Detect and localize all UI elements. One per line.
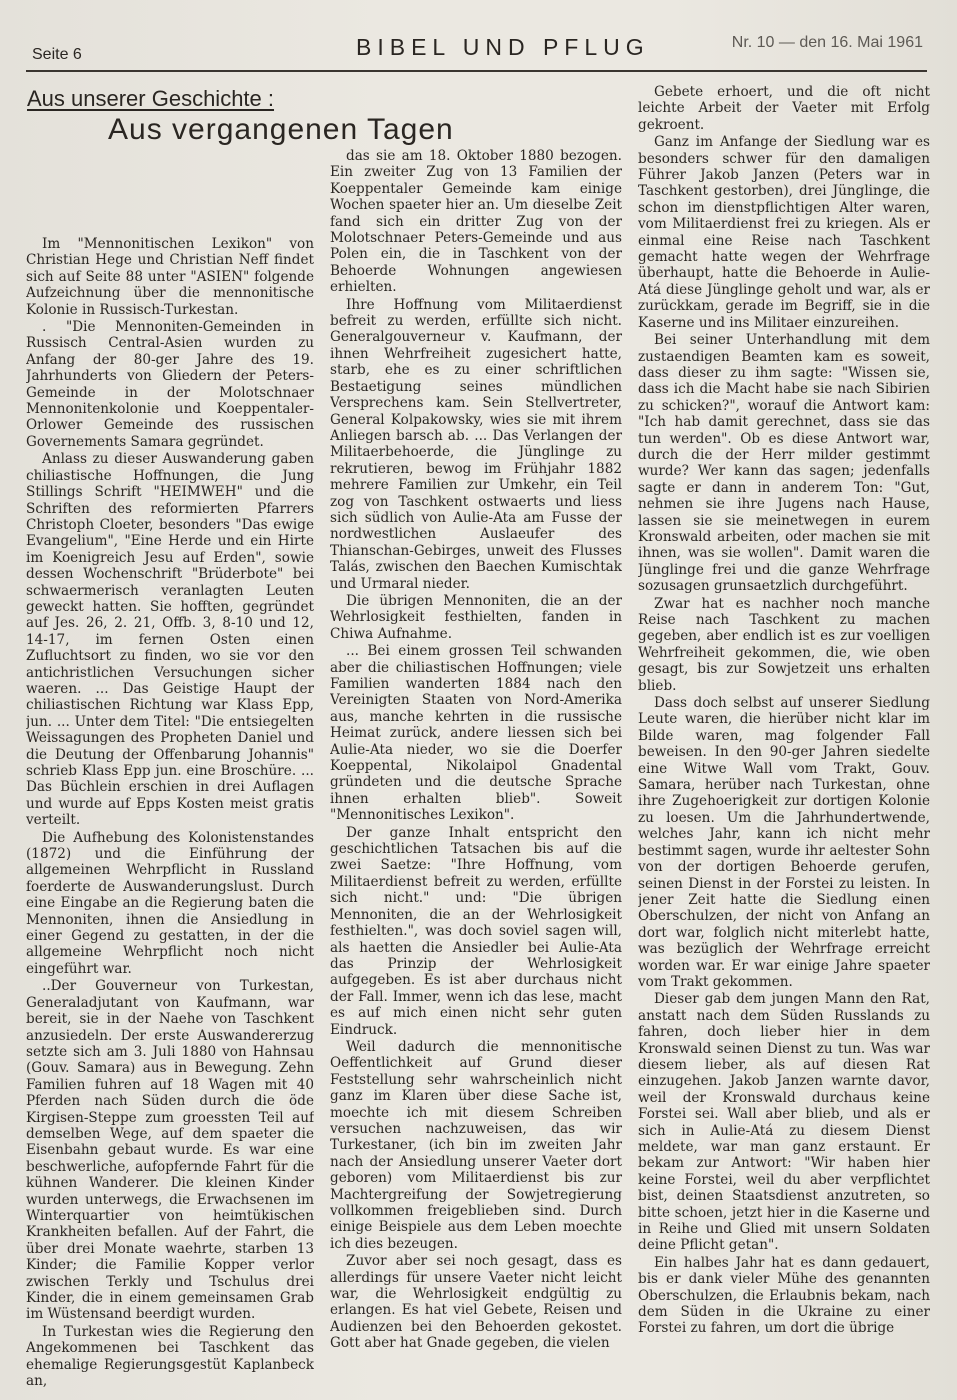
article-paragraph: Ein halbes Jahr hat es dann gedauert, bis er dank vieler Mühe des genannten Oberschulzen, die Erlaubnis bekam, nach dem Süden in die Ukraine zu einer Forstei zu fahren, um dort die übrige — [638, 1254, 930, 1337]
issue-date: Nr. 10 — den 16. Mai 1961 — [731, 34, 923, 51]
text-column-2 — [330, 148, 622, 1392]
article-paragraph: In Turkestan wies die Regierung den Angekommenen bei Taschkent das ehemalige Regierungsgestüt Kaplanbeck an, — [26, 1323, 314, 1390]
text-column-1 — [26, 236, 314, 1392]
article-paragraph: das sie am 18. Oktober 1880 bezogen. Ein zweiter Zug von 13 Familien der Koeppentaler Gemeinde kam einige Wochen spaeter hier an. Um dieselbe Zeit fand sich ein dritter Zug von der Molotschnaer Peters-Gemeinde und aus Polen ein, die in Taschkent von der Behoerde Wohnungen angewiesen erhielten. — [330, 148, 622, 296]
article-paragraph: Bei seiner Unterhandlung mit dem zustaendigen Beamten kam es soweit, dass dieser zu ihm sagte: "Wissen sie, dass ich die Macht habe sie nach Sibirien zu schicken?", worauf die Antwort kam: "Ich hab damit gerechnet, dass sie das tun werden". Ob es diese Antwort war, durch die der Herr milder gestimmt wurde? Wer kann das sagen; jedenfalls sagte er dann in anderem Ton: "Gut, nehmen sie ihre Jugens nach Hause, lassen sie sie meinetwegen in eurem Kronswald arbeiten, oder machen sie mit ihnen, was sie wollen". Damit waren die Jünglinge frei und die ganze Wehrfrage sozusagen grunsaetzlich durchgeführt. — [638, 332, 930, 595]
article-headline: Aus vergangenen Tagen — [108, 113, 454, 146]
text-column-3 — [638, 84, 930, 1392]
article-paragraph: Ihre Hoffnung vom Militaerdienst befreit zu werden, erfüllte sich nicht. Generalgouverneur v. Kaufmann, der ihnen Wehrfreiheit zugesichert hatte, starb, ehe es zu einer schriftlichen Bestaetigung seines mündlichen Versprechens kam. Sein Stellvertreter, General Kolpakowsky, wies sie mit ihrem Anliegen barsch ab. ... Das Verlangen der Militaerbehoerde, die Jünglinge zu rekrutieren, bewog im Frühjahr 1882 mehrere Familien zur Umkehr, ein Teil zog von Taschkent ostwaerts und liess sich südlich von Aulie-Ata am Fusse der nordwestlichen Auslaeufer des Thianschan-Gebirges, unweit des Flusses Talás, zwischen den Baechen Kumischtak und Urmaral nieder. — [330, 296, 622, 592]
article-paragraph: ... Bei einem grossen Teil schwanden aber die chiliastischen Hoffnungen; viele Familien wanderten 1884 nach den Vereinigten Staaten von Nord-Amerika aus, manche kehrten in die russische Heimat zurück, andere liessen sich bei Aulie-Ata nieder, wo sie die Doerfer Koeppental, Nikolaipol Gnadental gründeten und die deutsche Sprache ihnen erhalten blieb". Soweit "Mennonitisches Lexikon". — [330, 643, 622, 824]
masthead — [26, 30, 927, 72]
article-paragraph: Ganz im Anfange der Siedlung war es besonders schwer für den damaligen Führer Jakob Janzen (Peters war in Taschkent gestorben), drei Jünglinge, die schon im dienstpflichtigen Alter waren, vom Militaerdienst frei zu kriegen. Als er einmal eine Reise nach Taschkent gemacht hatte wegen der Wehrfrage überhaupt, hatte die Behoerde in Aulie-Atá diese Jünglinge geholt und war, als er zurückkam, gerade im Begriff, sie in die Kaserne und ins Militaer einzureihen. — [638, 134, 930, 331]
article-paragraph: Die Aufhebung des Kolonistenstandes (1872) und die Einführung der allgemeinen Wehrpflicht in Russland foerderte de Auswanderungslust. Durch eine Eingabe an die Regierung baten die Mennoniten, ihnen die Ansiedlung in einer Gegend zu gestatten, in der die allgemeine Wehrpflicht noch nicht eingeführt war. — [26, 829, 314, 977]
article-paragraph: Zwar hat es nachher noch manche Reise nach Taschkent zu machen gegeben, aber endlich ist es zur voelligen Wehrfreiheit gekommen, die, wie oben gesagt, bis zur Sowjetzeit uns erhalten blieb. — [638, 595, 930, 694]
article-paragraph: Dass doch selbst auf unserer Siedlung Leute waren, die hierüber nicht klar im Bilde waren, mag folgender Fall beweisen. In den 90-ger Jahren siedelte eine Witwe Wall vom Trakt, Gouv. Samara, herüber nach Turkestan, ohne ihre Zugehoerigkeit zur dortigen Kolonie zu loesen. Um die Jahrhundertwende, welches Jahr, kann ich nicht mehr bestimmt sagen, wurde ihr aeltester Sohn von der dortigen Behoerde gerufen, seinen Dienst in der Forstei zu leisten. In jener Zeit hatte die Siedlung einen Oberschulzen, der nicht von Anfang an dort war, folglich nicht miterlebt hatte, was bezüglich der Wehrfrage erreicht worden war. Er war einige Jahre spaeter vom Trakt gekommen. — [638, 695, 930, 990]
article-paragraph: Weil dadurch die mennonitische Oeffentlichkeit auf Grund dieser Feststellung sehr wahrscheinlich nicht ganz im Klaren über diese Sache ist, moechte ich mit diesem Schreiben versuchen nachzuweisen, das wir Turkestaner, (ich bin im zweiten Jahr nach der Ansiedlung unserer Vaeter dort geboren) vom Militaerdienst bis zur Machtergreifung der Sowjetregierung vollkommen freigeblieben sind. Durch einige Beispiele aus dem Leben moechte ich dies bezeugen. — [330, 1038, 622, 1252]
article-paragraph: Im "Mennonitischen Lexikon" von Christian Hege und Christian Neff findet sich auf Seite 88 unter "ASIEN" folgende Aufzeichnung über die mennonitische Kolonie in Russisch-Turkestan. — [26, 236, 314, 318]
article-paragraph: Gebete erhoert, und die oft nicht leichte Arbeit der Vaeter mit Erfolg gekroent. — [638, 84, 930, 133]
section-heading: Aus unserer Geschichte : — [27, 86, 275, 111]
article-paragraph: Der ganze Inhalt entspricht den geschichtlichen Tatsachen bis auf die zwei Saetze: "Ihre Hoffnung, vom Militaerdienst befreit zu werden, erfüllte sich nicht." und: "Die übrigen Mennoniten, die an der Wehrlosigkeit festhielten.", was doch soviel sagen will, als haetten die Ansiedler bei Aulie-Ata das Prinzip der Wehrlosigkeit aufgegeben. Es ist aber durchaus nicht der Fall. Immer, wenn ich das lese, macht es auf mich einen nicht sehr guten Eindruck. — [330, 824, 622, 1038]
article-paragraph: Dieser gab dem jungen Mann den Rat, anstatt nach dem Süden Russlands zu fahren, doch lieber hier in dem Kronswald seinen Dienst zu tun. Was war diesem lieber, als auf diesen Rat einzugehen. Jakob Janzen warnte davor, weil der Kronswald durchaus keine Forstei sei. Wall aber blieb, und als er sich in Aulie-Atá zu diesem Dienst meldete, war man ganz erstaunt. Er bekam zur Antwort: "Wir haben hier keine Forstei, weil du aber verpflichtet bist, deinen Staatsdienst anzutreten, so bitte schoen, jetzt hier in die Kaserne und in Reihe und Glied mit unsern Soldaten deine Pflicht getan". — [638, 991, 930, 1254]
newspaper-title: BIBEL UND PFLUG — [356, 34, 650, 60]
article-paragraph: Die übrigen Mennoniten, die an der Wehrlosigkeit festhielten, fanden in Chiwa Aufnahme. — [330, 592, 622, 642]
article-paragraph: ..Der Gouverneur von Turkestan, Generaladjutant von Kaufmann, war bereit, sie in der Naehe von Taschkent anzusiedeln. Der erste Auswandererzug setzte sich am 3. Juli 1880 von Hahnsau (Gouv. Samara) aus in Bewegung. Zehn Familien fuhren auf 18 Wagen mit 40 Pferden nach Süden durch die öde Kirgisen-Steppe zum groessten Teil auf demselben Wege, auf dem spaeter die Eisenbahn gebaut wurde. Es war eine beschwerliche, aufopfernde Fahrt für die kühnen Wanderer. Die kleinen Kinder wurden unterwegs, die Erwachsenen im Winterquartier von heimtükischen Krankheiten befallen. Auf der Fahrt, die über drei Monate waehrte, starben 13 Kinder; die Familie Kopper verlor zwischen Terkly und Tschulus drei Kinder, die in einem gemeinsamen Grab im Wüstensand beerdigt wurden. — [26, 978, 314, 1323]
page-number: Seite 6 — [32, 46, 82, 63]
article-paragraph: . "Die Mennoniten-Gemeinden in Russisch Central-Asien wurden zu Anfang der 80-ger Jahre des 19. Jahrhunderts von Gliedern der Peters-Gemeinde in der Molotschnaer Mennonitenkolonie und Koeppentaler-Orlower Gemeinde des russischen Governements Samara gegründet. — [26, 319, 314, 450]
article-paragraph: Anlass zu dieser Auswanderung gaben chiliastische Hoffnungen, die Jung Stillings Schrift "HEIMWEH" und die Schriften des reformierten Pfarrers Christoph Cloeter, besonders "Das ewige Evangelium", "Eine Herde und ein Hirte im Koenigreich Jesu auf Erden", sowie dessen Wochenschrift "Brüderbote" bei schwaermerisch veranlagten Leuten geweckt hatten. Sie hofften, gegründet auf Jes. 26, 2. 21, Offb. 3, 8-10 und 12, 14-17, im fernen Osten einen Zufluchtsort zu finden, wo sie vor den antichristlichen Versuchungen sicher waeren. ... Das Geistige Haupt der chiliastischen Richtung war Klass Epp, jun. ... Unter dem Titel: "Die entsiegelten Weissagungen des Propheten Daniel und die Deutung der Offenbarung Johannis" schrieb Klass Epp jun. eine Broschüre. ... Das Büchlein erschien in drei Auflagen und wurde auf Epps Kosten meist gratis verteilt. — [26, 451, 314, 829]
article-paragraph: Zuvor aber sei noch gesagt, dass es allerdings für unsere Vaeter nicht leicht war, die Wehrlosigkeit endgültig zu erlangen. Es hat viel Gebete, Reisen und Audienzen bei den Behoerden gekostet. Gott aber hat Gnade gegeben, die vielen — [330, 1253, 622, 1352]
